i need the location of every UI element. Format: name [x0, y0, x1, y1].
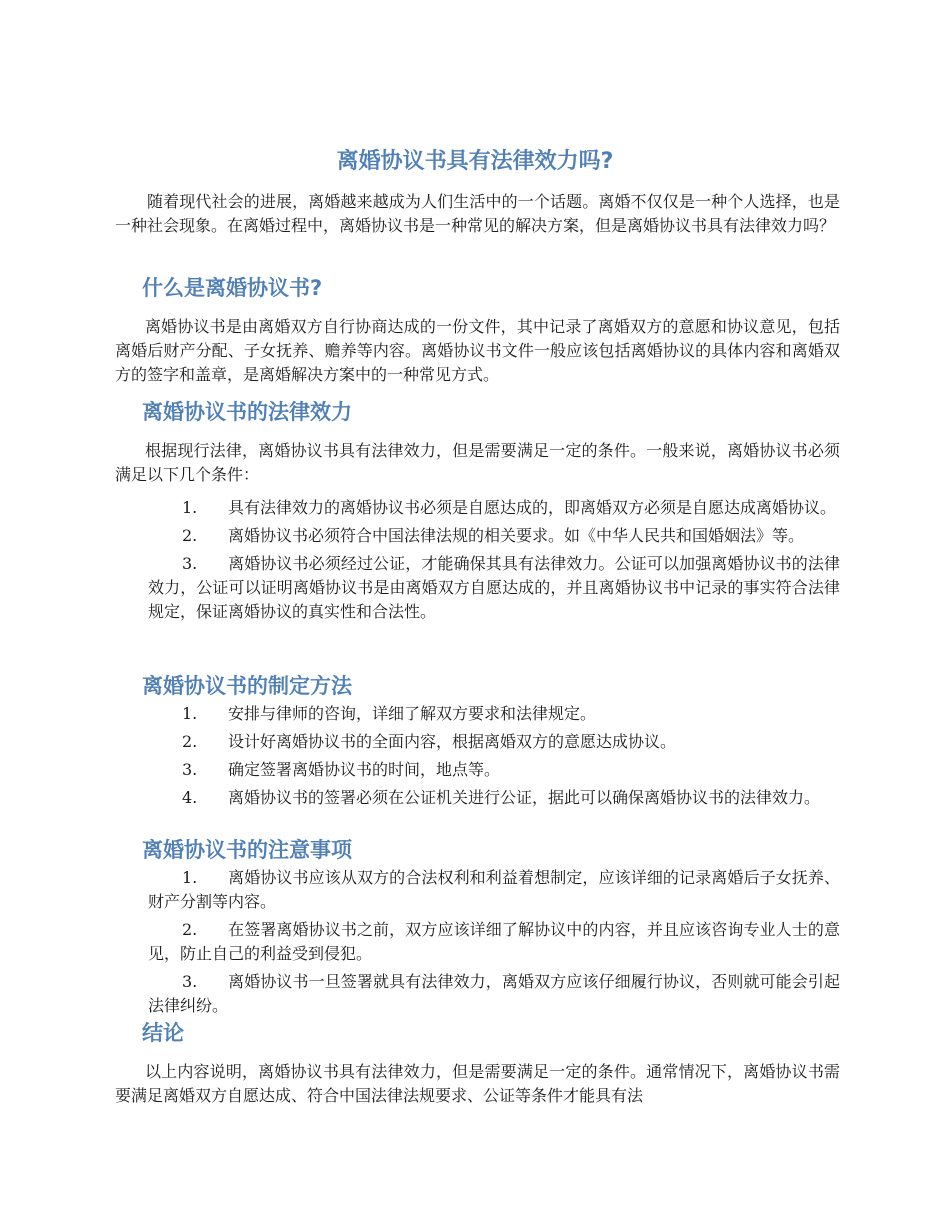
list-item: [148, 702, 840, 726]
list-item-text: 在签署离婚协议书之前，双方应该详细了解协议中的内容，并且应该咨询专业人士的意见，防止自己的利益受到侵犯。: [148, 920, 840, 963]
list-item: [148, 524, 840, 548]
list-item-number: 3.: [182, 554, 198, 573]
list-item-number: 3.: [182, 760, 198, 779]
list-item: [148, 970, 840, 1018]
list-item: [148, 552, 840, 624]
list-item: [148, 758, 840, 782]
list-item-number: 4.: [182, 788, 198, 807]
section-heading-method: 离婚协议书的制定方法: [142, 674, 352, 698]
list-item-text: 具有法律效力的离婚协议书必须是自愿达成的，即离婚双方必须是自愿达成离婚协议。: [228, 498, 837, 517]
list-item-number: 1.: [182, 868, 198, 887]
list-item-number: 3.: [182, 972, 198, 991]
intro-paragraph: 随着现代社会的进展，离婚越来越成为人们生活中的一个话题。离婚不仅仅是一种个人选择，也是一种社会现象。在离婚过程中，离婚协议书是一种常见的解决方案，但是离婚协议书具有法律效力吗？: [115, 192, 840, 235]
list-item: [148, 866, 840, 914]
list-item-number: 2.: [182, 920, 198, 939]
list-item: [148, 786, 840, 810]
section-legal-effect-paragraph: 根据现行法律，离婚协议书具有法律效力，但是需要满足一定的条件。一般来说，离婚协议书必须满足以下几个条件：: [115, 441, 840, 484]
list-item: [148, 730, 840, 754]
list-item-text: 设计好离婚协议书的全面内容，根据离婚双方的意愿达成协议。: [228, 732, 677, 751]
list-item-number: 1.: [182, 498, 198, 517]
list-item: [148, 496, 840, 520]
section-heading-notes: 离婚协议书的注意事项: [142, 838, 352, 862]
list-item-text: 离婚协议书必须符合中国法律法规的相关要求。如《中华人民共和国婚姻法》等。: [228, 526, 805, 545]
list-item-text: 离婚协议书应该从双方的合法权利和利益着想制定，应该详细的记录离婚后子女抚养、财产分割等内容。: [148, 868, 840, 911]
list-item-text: 离婚协议书的签署必须在公证机关进行公证，据此可以确保离婚协议书的法律效力。: [228, 788, 821, 807]
section-heading-conclusion: 结论: [142, 1021, 184, 1045]
list-item-text: 确定签署离婚协议书的时间，地点等。: [228, 760, 501, 779]
conclusion-paragraph: 以上内容说明，离婚协议书具有法律效力，但是需要满足一定的条件。通常情况下，离婚协议书需要满足离婚双方自愿达成、符合中国法律法规要求、公证等条件才能具有法: [115, 1062, 840, 1105]
list-item-number: 2.: [182, 732, 198, 751]
section-what-is-paragraph: 离婚协议书是由离婚双方自行协商达成的一份文件，其中记录了离婚双方的意愿和协议意见，包括离婚后财产分配、子女抚养、赡养等内容。离婚协议书文件一般应该包括离婚协议的具体内容和离婚双方的签字和盖章，是离婚解决方案中的一种常见方式。: [115, 317, 840, 384]
section-heading-what-is: 什么是离婚协议书?: [142, 276, 323, 300]
list-item-text: 离婚协议书必须经过公证，才能确保其具有法律效力。公证可以加强离婚协议书的法律效力，公证可以证明离婚协议书是由离婚双方自愿达成的，并且离婚协议书中记录的事实符合法律规定，保证离婚协议的真实性和合法性。: [148, 554, 840, 621]
list-item-number: 1.: [182, 704, 198, 723]
notes-list: [148, 866, 840, 1022]
section-heading-legal-effect: 离婚协议书的法律效力: [142, 400, 352, 424]
list-item-text: 安排与律师的咨询，详细了解双方要求和法律规定。: [228, 704, 597, 723]
list-item: [148, 918, 840, 966]
legal-conditions-list: [148, 496, 840, 628]
method-list: [148, 702, 840, 814]
list-item-text: 离婚协议书一旦签署就具有法律效力，离婚双方应该仔细履行协议，否则就可能会引起法律纠纷。: [148, 972, 840, 1015]
list-item-number: 2.: [182, 526, 198, 545]
document-title: 离婚协议书具有法律效力吗?: [336, 149, 614, 174]
